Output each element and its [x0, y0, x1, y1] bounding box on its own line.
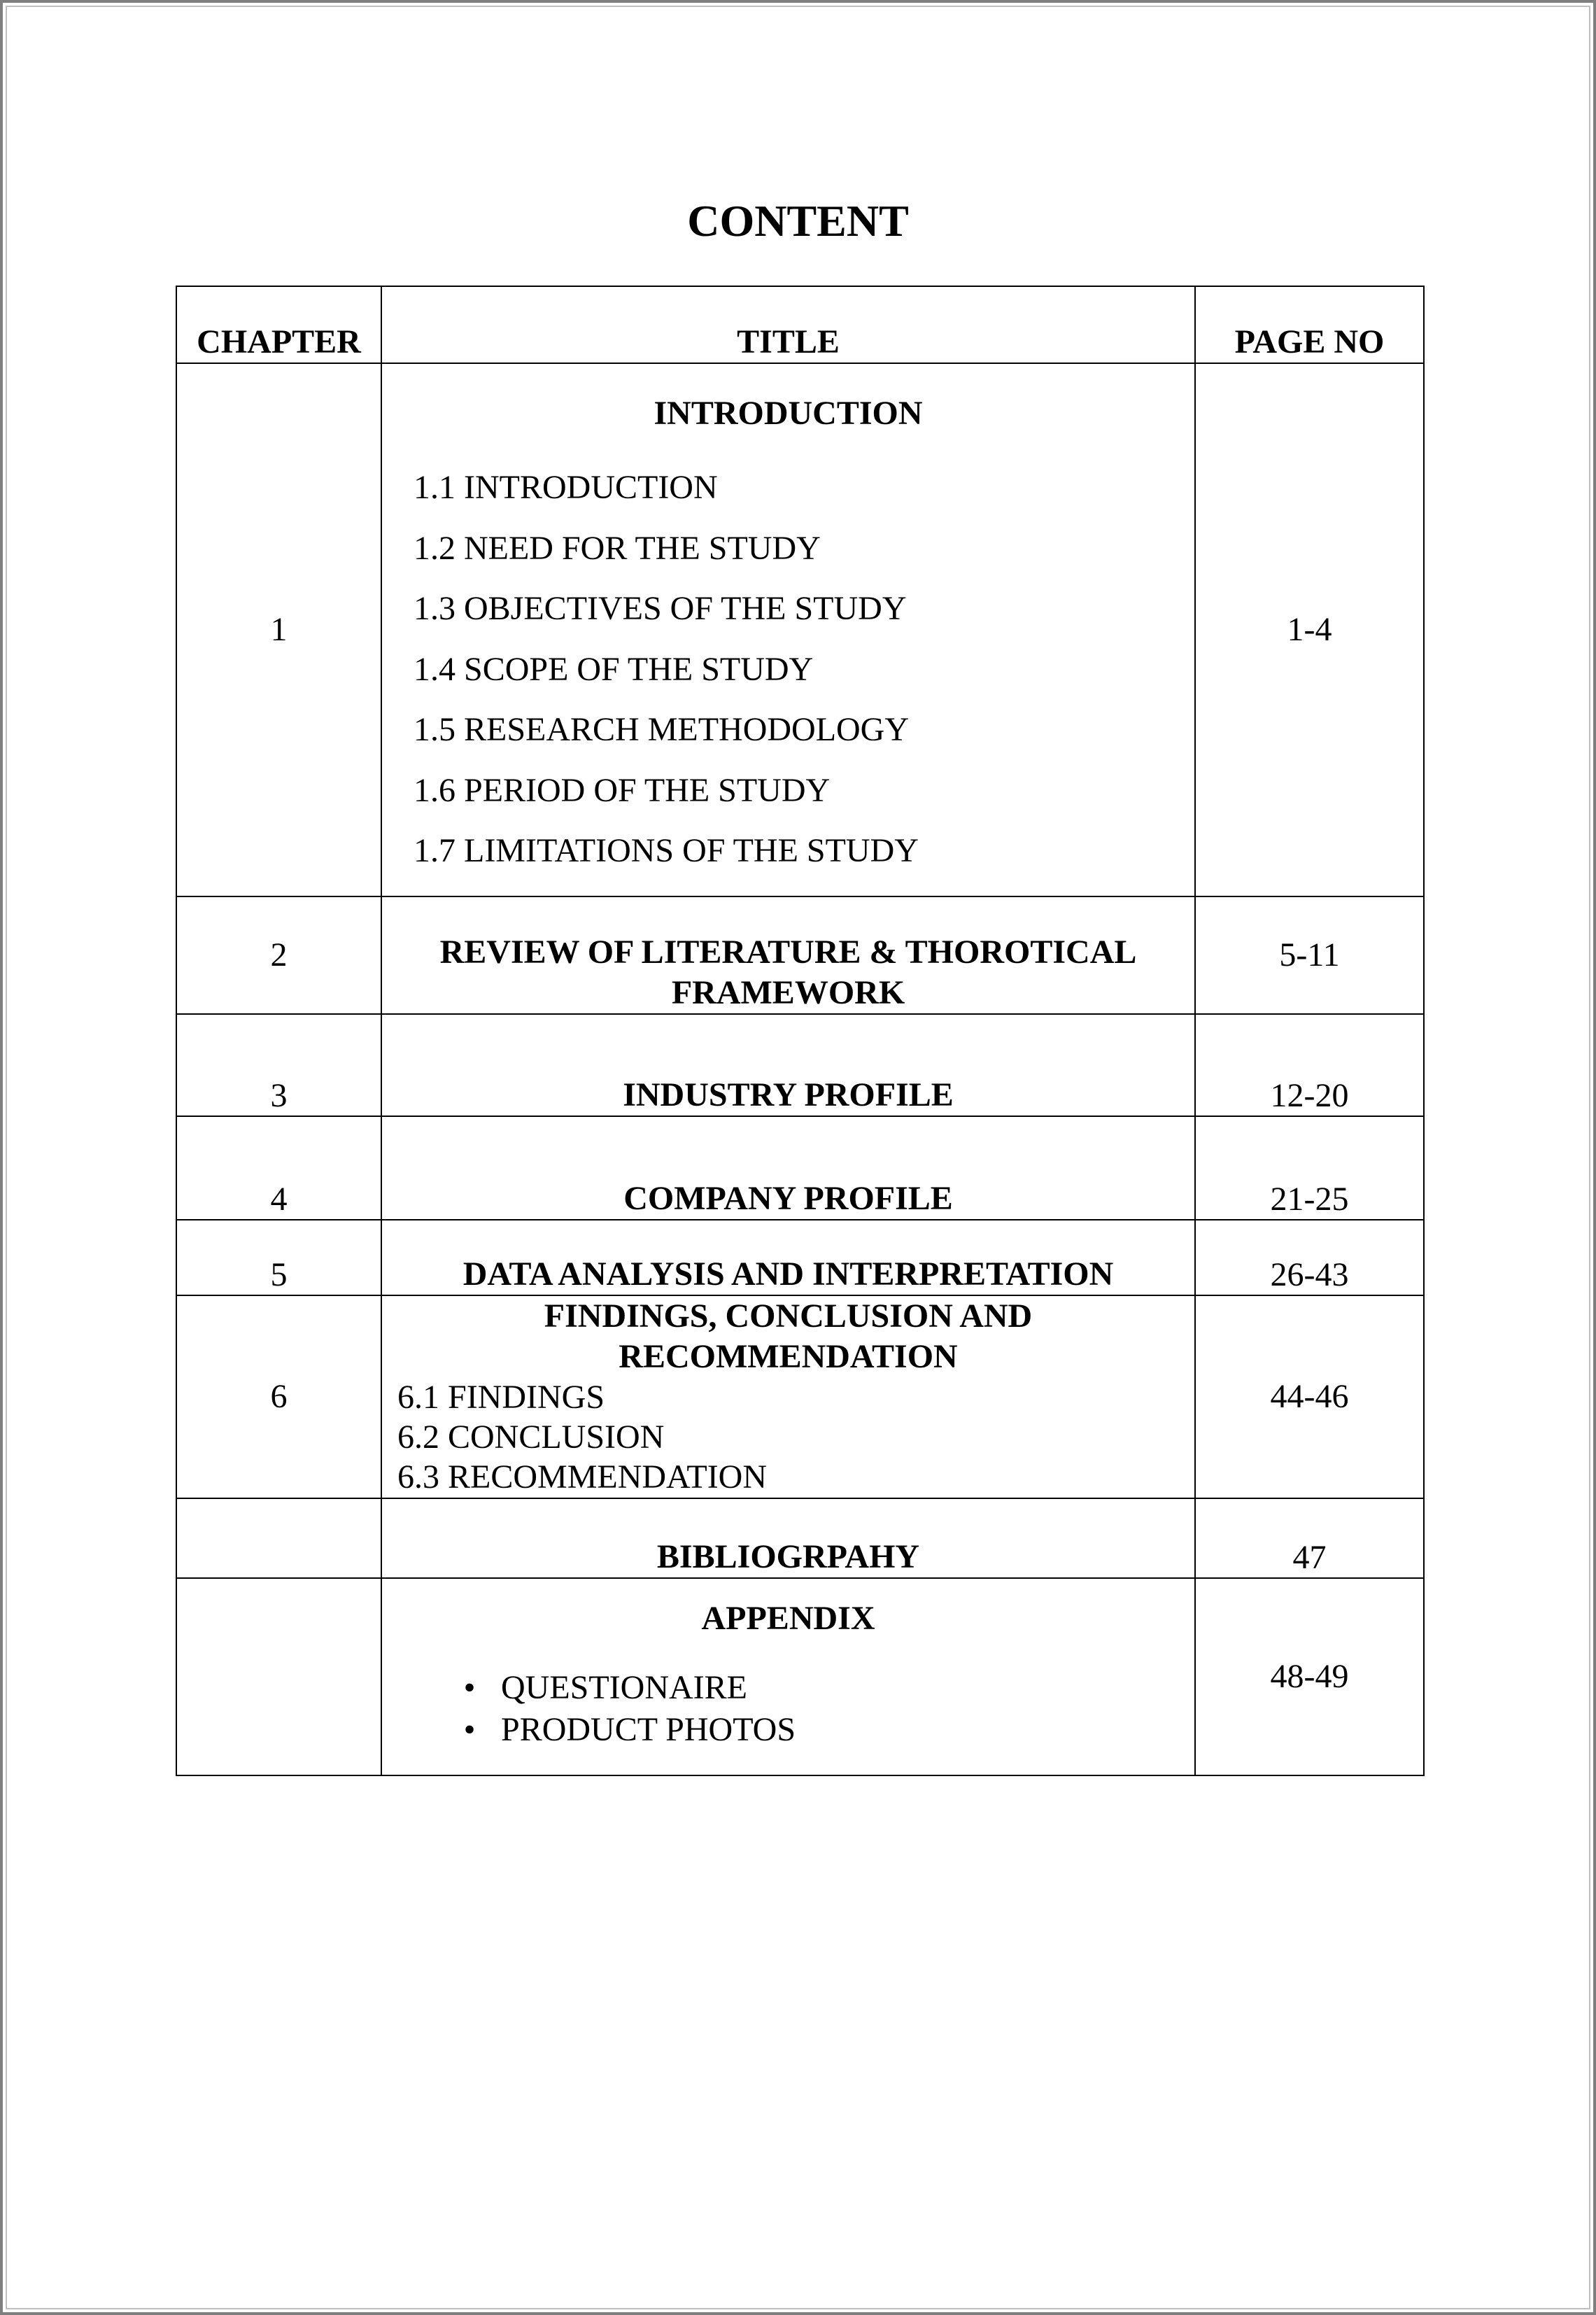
table-row: [176, 1498, 1424, 1578]
list-item: [452, 1667, 1194, 1709]
contents-table: [176, 286, 1425, 1776]
list-item-label: QUESTIONAIRE: [501, 1669, 747, 1706]
table-row: [176, 1295, 1424, 1498]
chapter-number: 4: [176, 1116, 381, 1220]
list-item: 1.3 OBJECTIVES OF THE STUDY: [414, 590, 907, 627]
list-item: 6.1 FINDINGS: [397, 1379, 605, 1416]
table-row: [176, 1014, 1424, 1116]
page-range: 21-25: [1195, 1116, 1424, 1220]
bullet-icon: •: [463, 1711, 476, 1748]
page-range: 44-46: [1195, 1295, 1424, 1498]
table-header-row: [176, 286, 1424, 363]
list-item: 1.4 SCOPE OF THE STUDY: [414, 650, 814, 688]
list-item-label: PRODUCT PHOTOS: [501, 1711, 796, 1748]
chapter-number: 5: [176, 1220, 381, 1295]
chapter-title-cell: [381, 1578, 1195, 1775]
page-range: 5-11: [1195, 896, 1424, 1014]
chapter-heading: APPENDIX: [701, 1600, 875, 1637]
table-row: [176, 1220, 1424, 1295]
list-item: 1.1 INTRODUCTION: [414, 469, 718, 506]
header-page: PAGE NO: [1195, 286, 1424, 363]
bullet-icon: •: [463, 1669, 476, 1706]
page-range: 26-43: [1195, 1220, 1424, 1295]
chapter-number: [176, 1498, 381, 1578]
table-row: [176, 1116, 1424, 1220]
page-range: 1-4: [1195, 363, 1424, 896]
chapter-heading-line-2: RECOMMENDATION: [619, 1338, 958, 1375]
chapter-heading: INDUSTRY PROFILE: [381, 1014, 1195, 1116]
chapter-title-cell: [381, 363, 1195, 896]
subsection-list: [382, 458, 1194, 882]
chapter-heading-line-1: REVIEW OF LITERATURE & THOROTICAL: [439, 934, 1137, 971]
chapter-number: [176, 1578, 381, 1775]
table-row: [176, 1578, 1424, 1775]
chapter-number: 2: [176, 896, 381, 1014]
subsection-list: [382, 1377, 1194, 1497]
chapter-heading: DATA ANALYSIS AND INTERPRETATION: [381, 1220, 1195, 1295]
list-item: 1.6 PERIOD OF THE STUDY: [414, 771, 831, 809]
list-item: 1.7 LIMITATIONS OF THE STUDY: [414, 832, 919, 869]
chapter-heading-line-1: FINDINGS, CONCLUSION AND: [544, 1297, 1033, 1335]
chapter-heading: BIBLIOGRPAHY: [381, 1498, 1195, 1578]
list-item: 6.2 CONCLUSION: [397, 1419, 665, 1456]
list-item: 1.5 RESEARCH METHODOLOGY: [414, 711, 909, 748]
table-row: [176, 363, 1424, 896]
page-range: 47: [1195, 1498, 1424, 1578]
page-title: CONTENT: [687, 196, 909, 246]
header-chapter: CHAPTER: [176, 286, 381, 363]
chapter-title-cell: [381, 896, 1195, 1014]
list-item: 1.2 NEED FOR THE STUDY: [414, 529, 821, 567]
list-item: [452, 1709, 1194, 1751]
chapter-heading-line-2: FRAMEWORK: [671, 974, 905, 1011]
list-item: 6.3 RECOMMENDATION: [397, 1458, 767, 1496]
chapter-number: 3: [176, 1014, 381, 1116]
chapter-heading: INTRODUCTION: [654, 395, 923, 432]
page-range: 12-20: [1195, 1014, 1424, 1116]
chapter-title-cell: [381, 1295, 1195, 1498]
appendix-bullet-list: [382, 1667, 1194, 1751]
header-title: TITLE: [381, 286, 1195, 363]
table-row: [176, 896, 1424, 1014]
chapter-number: 1: [176, 363, 381, 896]
page-range: 48-49: [1195, 1578, 1424, 1775]
chapter-heading: COMPANY PROFILE: [381, 1116, 1195, 1220]
chapter-number: 6: [176, 1295, 381, 1498]
